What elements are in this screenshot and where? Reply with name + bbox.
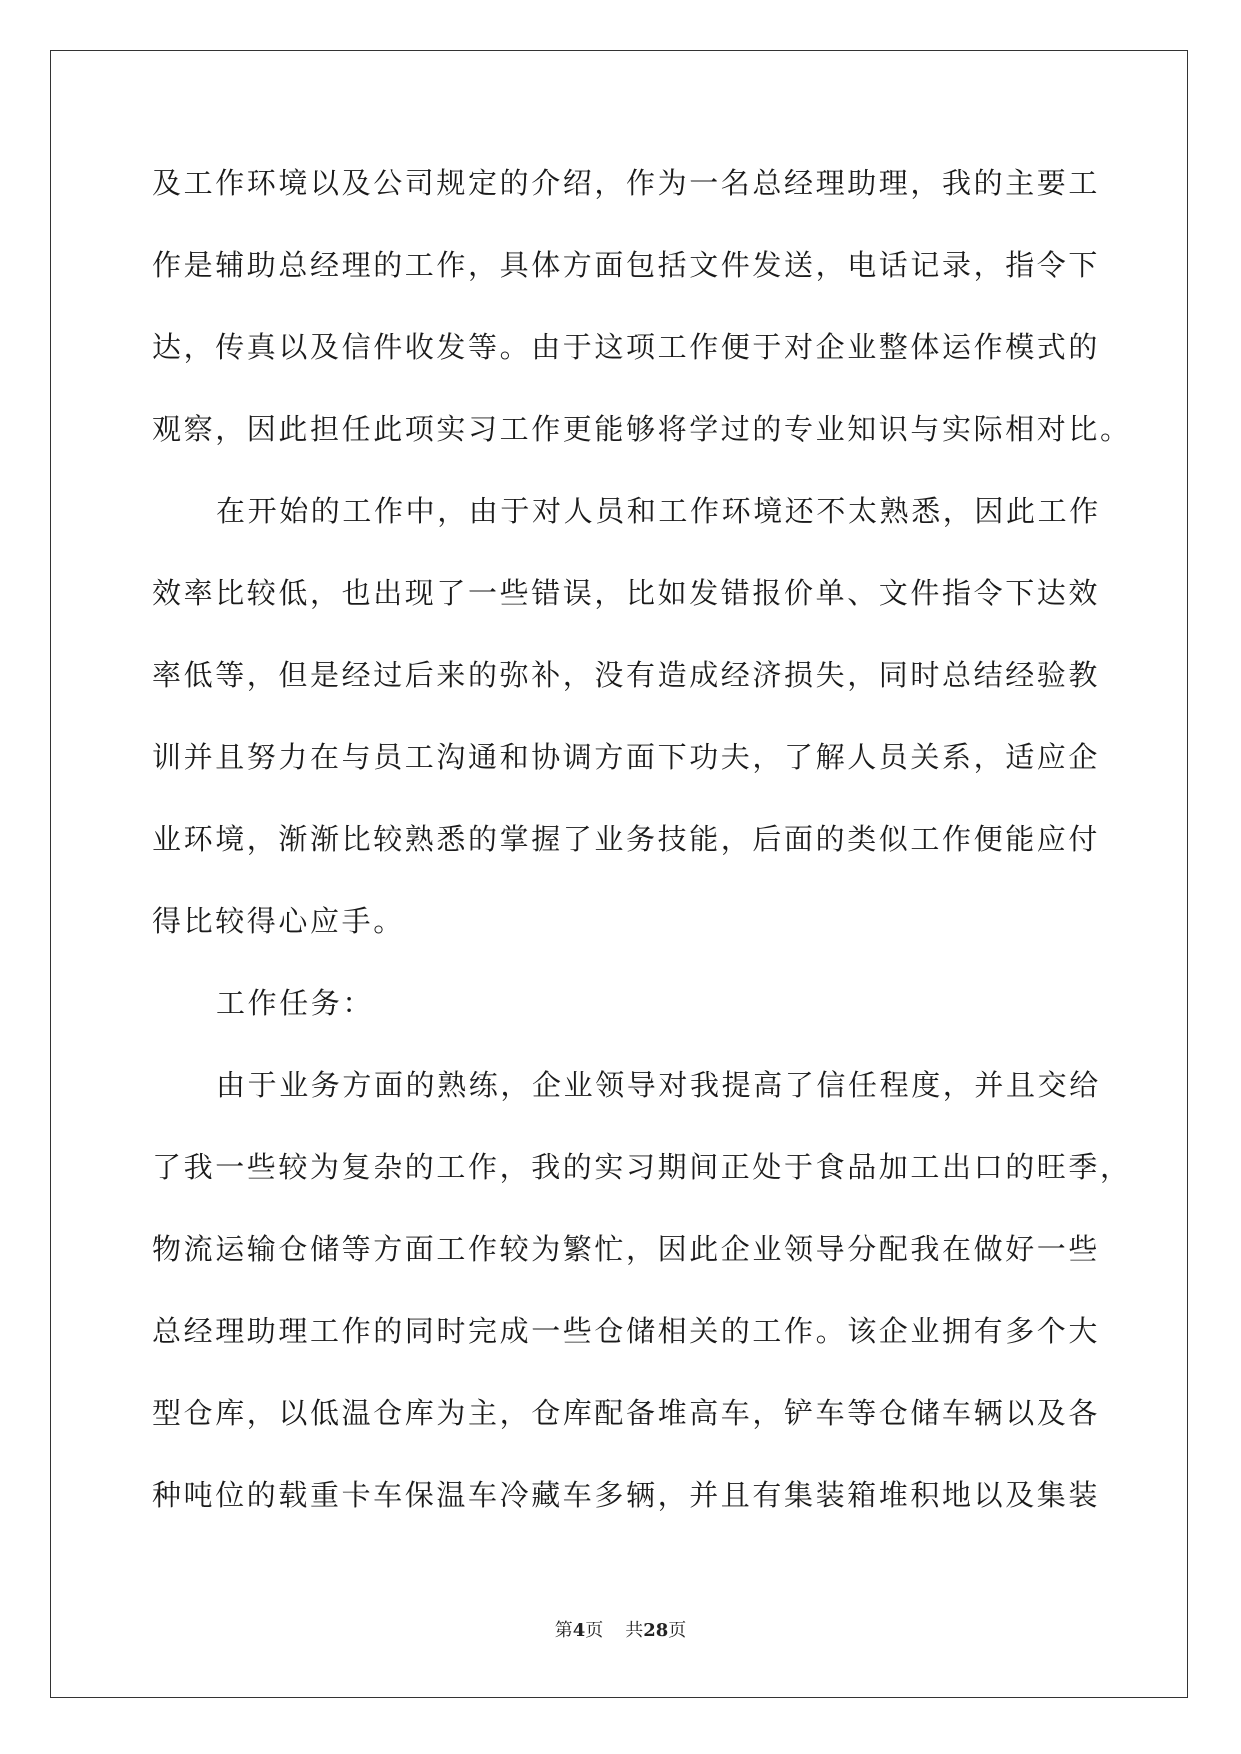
footer-page-number: 4 bbox=[572, 1620, 586, 1641]
text-line: 作是辅助总经理的工作，具体方面包括文件发送，电话记录，指令下 bbox=[152, 248, 1101, 282]
text-line: 由于业务方面的熟练，企业领导对我提高了信任程度，并且交给 bbox=[216, 1068, 1101, 1102]
text-line: 物流运输仓储等方面工作较为繁忙，因此企业领导分配我在做好一些 bbox=[152, 1232, 1101, 1266]
text-line: 总经理助理工作的同时完成一些仓储相关的工作。该企业拥有多个大 bbox=[152, 1314, 1101, 1348]
text-line: 在开始的工作中，由于对人员和工作环境还不太熟悉，因此工作 bbox=[216, 494, 1101, 528]
text-line: 观察，因此担任此项实习工作更能够将学过的专业知识与实际相对比。 bbox=[152, 412, 1132, 446]
page-footer bbox=[0, 1616, 1241, 1642]
text-line: 训并且努力在与员工沟通和协调方面下功夫，了解人员关系，适应企 bbox=[152, 740, 1101, 774]
footer-total-suffix: 页 bbox=[668, 1620, 687, 1641]
text-line: 及工作环境以及公司规定的介绍，作为一名总经理助理，我的主要工 bbox=[152, 166, 1101, 200]
text-line: 达，传真以及信件收发等。由于这项工作便于对企业整体运作模式的 bbox=[152, 330, 1101, 364]
text-line: 业环境，渐渐比较熟悉的掌握了业务技能，后面的类似工作便能应付 bbox=[152, 822, 1101, 856]
text-line: 工作任务： bbox=[216, 986, 375, 1020]
footer-total-pages: 28 bbox=[643, 1620, 669, 1641]
text-line: 种吨位的载重卡车保温车冷藏车多辆，并且有集装箱堆积地以及集装 bbox=[152, 1478, 1101, 1512]
text-line: 型仓库，以低温仓库为主，仓库配备堆高车，铲车等仓储车辆以及各 bbox=[152, 1396, 1101, 1430]
text-line: 率低等，但是经过后来的弥补，没有造成经济损失，同时总结经验教 bbox=[152, 658, 1101, 692]
footer-page-prefix: 第 bbox=[554, 1620, 573, 1641]
document-body bbox=[152, 161, 1132, 1555]
footer-total-prefix: 共 bbox=[625, 1620, 644, 1641]
text-line: 效率比较低，也出现了一些错误，比如发错报价单、文件指令下达效 bbox=[152, 576, 1101, 610]
footer-page-suffix: 页 bbox=[585, 1620, 604, 1641]
text-line: 了我一些较为复杂的工作，我的实习期间正处于食品加工出口的旺季， bbox=[152, 1150, 1132, 1184]
text-line: 得比较得心应手。 bbox=[152, 904, 405, 938]
